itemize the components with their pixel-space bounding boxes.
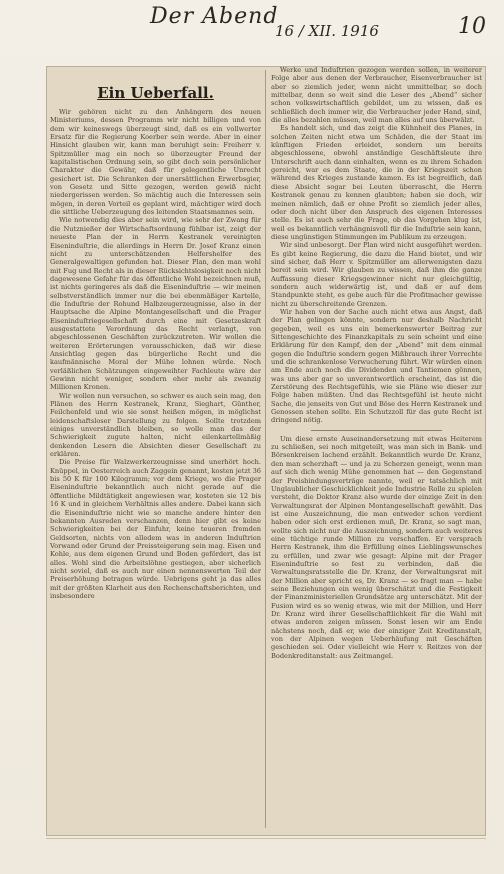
newspaper-name: Der Abend: [150, 4, 279, 29]
article-paragraph: Wir wollen nun versuchen, so schwer es auch sein mag, den Plänen des Herrn Kestranek, Kranz, Sieghart, Günther, Feilchenfeld und wie sie sonst heißen mögen, in möglichst leidenschaftsloser Darstellung zu folgen. Sollte trotzdem einiges unverständlich bleiben, so wolle man das der Schwierigkeit zugute halten, nicht eilenkartellmäßig denkenden Lesern die Absichten dieser Gesellschaft zu erklären.: [50, 391, 261, 459]
page-number: 10: [458, 14, 486, 39]
section-separator: [311, 430, 442, 431]
article-paragraph: Wie notwendig dies aber sein wird, wie sehr der Zwang für die Nutznießer der Wirtschaftsordnung fühlbar ist, zeigt der neueste Plan der in Herrn Kestranek vereinigten Eiseninduſtrie, die allerdings in Herrn Dr. Josef Kranz einen nicht zu unterschätzenden Helfershelfer des Generalgewaltigen gefunden hat. Dieser Plan, den man wohl mit Fug und Recht als in dieser Rücksichtslosigkeit noch nicht dagewesene Gefahr für das öffentliche Wohl bezeichnen muß, ist nichts geringeres als daß die Eiseninduſtrie — wir meinen selbstverständlich immer nur die bei ebenmäßiger Kartelle, die Induſtrie der Rohund Halbzeugerzeugnisse, also in der Hauptsache die Alpine Montangesellschaft und die Prager Eiseninduſtriegesellschaft durch eine mit Gesetzeskraft ausgestattete Verordnung das Recht verlangt, von abgeschlossenen Geschäften zurückzutreten. Wir wollen die weiteren Erörterungen vorausschicken, daß wir diese Ansichtlag gegen das bürgerliche Recht und die kaufmännische Moral der Mühe lohnen würde. Noch verläßlichen Schätzungen eingeweihter Fachleute wäre der Gewinn nicht weniger, sondern eher mehr als zwanzig Millionen Kronen.: [50, 216, 261, 392]
article-paragraph: Werke und Induſtrien gezogen werden sollen, in weiterer Folge aber aus denen der Verbraucher, Eisenverbraucher ist aber so ziemlich jeder, wenn nicht unmittelbar, so doch mittelbar, denn so weit sind die Leser des „Abend“ sicher schon volkswirtschaftlich gebildet, um zu wissen, daß es schließlich doch immer wir, die Verbraucher jeder Hand, sind, die alles bezahlen müssen, weil man alles auf uns überwälzt.: [271, 66, 482, 125]
column-divider: [265, 70, 266, 828]
page-rule: [46, 838, 486, 839]
article-paragraph: Um diese ernste Auseinandersetzung mit etwas Heiterem zu schließen, sei noch mitgeteilt, was man sich in Bank- und Börsenkreisen lachend erzählt. Bekanntlich wurde Dr. Kranz, den man scherzhaft — und ja zu Scherzen geneigt, wenn man auf sich dich wenig Mühe genommen hat — den Gegenstand der Preisbindungsverträge nannte, weil er tatsächlich mit Unglaublicher Geschicklichkeit jede Industrie Rolle zu spielen versteht, die Doktor Kranz also wurde der einzige Zeit in den Verwaltungsrat der Alpinen Montangesellschaft gewählt. Das ist eine Auszeichnung, die man entweder schon verdient haben oder sich erst erdienen muß, Dr. Kranz, so sagt man, wollte sich nicht nur die Auszeichnung, sondern auch weiteres eine tüchtige runde Million zu verschaffen. Er versprach Herrn Kestranek, ihm die Erfüllung eines Lieblingswunsches zu erfüllen, und zwar wie gesagt: Alpine mit der Prager Eiseninduſtrie so fest zu verbinden, daß die Verwaltungsratsstelle die Dr. Kranz, der Verwaltungsrat mit der Million aber spricht es, Dr. Kranz — so fragt man — habe seine Beziehungen ein wenig überschätzt und die Festigkeit der Finanzministeriellen Grundsätze arg unterschätzt. Mit der Fusion wird es so wenig etwas, wie mit der Million, und Herr Dr. Kranz wird ihrer Gesellschaftlichkeit für die Wahl mit etwas anderen zeigen müssen. Sonst lesen wir am Ende nächstens noch, daß er, wie der einziger Zeit Kreditanstalt, von der Alpinen wegen Ueberhäufung mit Geschäften geschieden sei. Oder vielleicht wie Herr v. Reitzes von der Bodenkreditanstalt: aus Zeitmangel.: [271, 434, 482, 660]
article-column-right: [271, 66, 482, 832]
newspaper-clipping: [46, 66, 486, 836]
article-paragraph: Wir haben von der Sache auch nicht etwa aus Angst, daß der Plan gelingen könnte, sondern nur deshalb Nachricht gegeben, weil es uns ein bemerkenswerter Beitrag zur Sittengeschichte des Finanzkapitals zu sein scheint und eine Erklärung für den Kampf, den der „Abend“ mit dem einmal gegen die Induſtrie sondern gegen Mißbrauch ihrer Vorrechte und die schrankenlose Verwucherung führt. Wir würden einen am Ende auch noch die Dividenden und Tantiemen gönnen, was uns aber gar so unverantwortlich erscheint, das ist die Zerstörung des Rechtsgefühls, wie sie Pläne wie dieser zur Folge haben müßten. Und das Rechtsgefühl ist heute nicht Sache, die jenseits von Gut und Böse des Herrn Kestranek und Genossen stehen sollte. Ein Schutzzoll für das gute Recht ist dringend nötig.: [271, 307, 482, 425]
article-title: Ein Ueberfall.: [97, 84, 214, 102]
article-paragraph: Die Preise für Walzwerkerzeugnisse sind unerhört hoch. Knüppel, in Oesterreich auch Zaggein genannt, kosten jetzt 36 bis 50 K für 100 Kilogramm; vor dem Kriege, wo die Prager Eiseninduſtrie bekanntlich auch nicht gerade auf die öffentliche Mildtätigkeit angewiesen war, kosteten sie 12 bis 16 K und in gleichem Verhältnis alles andere. Dabei kann sich die Eiseninduſtrie nicht wie so manche andere hinter den bekannten Ausreden verschanzen, denn hier gibt es keine Schwierigkeiten bei der Einfuhr, keine teueren fremden Geldsorten, nichts von alledem was in anderen Induſtrien Vorwand oder Grund der Preissteigerung sein mag. Eisen und Kohle, aus dem eigenen Grund und Boden gefördert, das ist alles. Wohl sind die Arbeitslöhne gestiegen, aber sicherlich nicht soviel, daß es auch nur einen nennenswerten Teil der Preiserhöhung betragen würde. Uebrigens geht ja das alles mit der größten Klarheit aus den Rechenschaftsberichten, und insbesondere: [50, 458, 261, 600]
article-column-left: [50, 66, 261, 832]
article-paragraph: Wir sind unbesorgt. Der Plan wird nicht ausgeführt werden. Es gibt keine Regierung, die dazu die Hand bietet, und wir sind sicher, daß Herr v. Spitzmüller am allerwenigsten dazu bereit sein wird. Wir glauben zu wissen, daß ihm die ganze Auffassung dieser Kriegsgewinner nicht nur gleichgültig, sondern auch widerwärtig ist, und daß er auf dem Standpunkte steht, es gebe auch für die Profitmacher gewisse nicht zu überschreitende Grenzen.: [271, 241, 482, 308]
article-paragraph: Es handelt sich, und das zeigt die Kühnheit des Planes, in solchen Zeiten nicht etwa um Schäden, die der Staat im künftigen Frieden erleidet, sondern um bereits abgeschlossene, obwohl anständige Geschäftsleute ihre Unterschrift auch dann einhalten, wenn es zu ihrem Schaden gereicht, war es dem Staate, die in der Kriegszeit schon während des Krieges zustande kamen. Es ist begreiflich, daß diese Absicht sogar bei Leuten überrascht, die Herrn Kestranek genau zu kennen glaubten; haben sie doch, wir meinen nämlich, daß er ohne Profit so ziemlich jeder alles, oder doch nicht über den Anspruch des eigenen Interesses stelle. Es ist auch sehr die Frage, ob das Vorgehen klug ist, weil es bekanntlich verhängnisvoll für die Induſtrie sein kann, diese ungünstigen Stimmungen im Publikum zu erzeugen.: [271, 124, 482, 241]
handwritten-date: 16 / XII. 1916: [275, 22, 379, 40]
article-paragraph: Wir gehören nicht zu den Anhängern des neuen Ministeriums, dessen Programm wir nicht billigen und von dem wir keineswegs überzeugt sind, daß es ein vollwerter Ersatz für die Regierung Koerber sein werde. Aber in einer Hinsicht glauben wir, kann man beruhigt sein: Freiherr v. Spitzmüller mag ein noch so überzeugter Freund der kapitalistischen Ordnung sein, so gibt doch sein persönlicher Charakter die Gewähr, daß für gelegentliche Unrecht gesichert ist. Die Schranken der unersättlichen Erwerbsgier, von Gesetz und Sitte gezogen, werden gewiß nicht niedergerissen werden. So mächtig auch die Interessen sein mögen, in deren Vorteil es geplant wird, mächtiger wird doch die sittliche Ueberzeugung des leitenden Staatsmannes sein.: [50, 108, 261, 217]
